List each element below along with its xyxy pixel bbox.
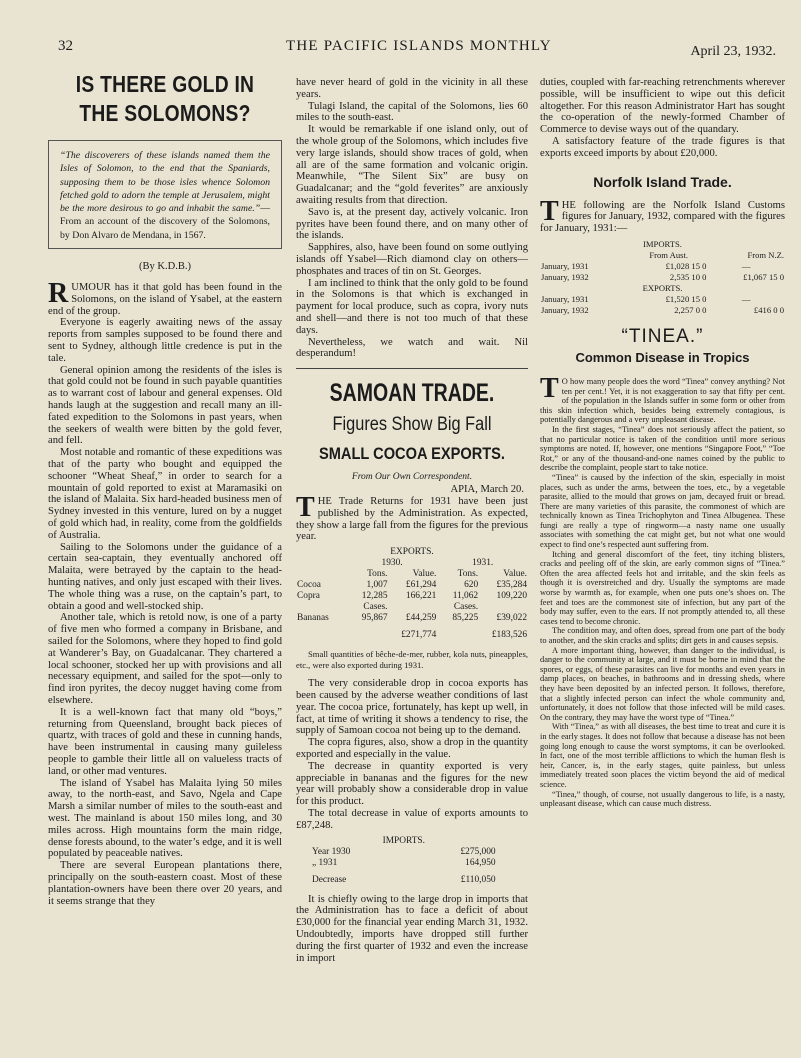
paragraph: With “Tinea,” as with all diseases, the best time to treat and cure it is in the early stages. It does not follow that because a disease has not been going long enough to cause the worst symptoms, it can be overlooked. In fact, one of the most terrible afflictions to which the human flesh is heir, Cancer, is, in the early stages, quite painless, but unless immediately treated soon places the victim beyond the aid of medical science. [540,722,785,789]
table-row [296,613,528,624]
paragraph: Sailing to the Solomons under the guidance of a certain sea-captain, they eventually anchored off Malaita, were betrayed by the captain to the head-hunting natives, and only just escaped with their lives. The whole thing was a ruse, on the captain’s part, to obtain a good and well-stocked ship. [48,541,282,612]
year-header: 1931. [472,558,494,569]
correspondent-line: From Our Own Correspondent. [351,472,473,483]
table-row [540,294,785,305]
cell: Year 1930 [312,846,351,857]
samoan-article-continued [540,77,785,160]
samoan-article-body-2 [296,678,528,831]
paragraph: have never heard of gold in the vicinity in all these years. [296,77,528,100]
table-row [311,858,497,869]
paragraph: Savo is, at the present day, actively volcanic. Iron pyrites have been found there, and on many other of the islands. [296,206,528,242]
paragraph: The total decrease in value of exports amounts to £87,248. [296,808,528,831]
tinea-subtitle: Common Disease in Tropics [575,349,750,365]
gold-article-title: IS THERE GOLD IN THE SOLOMONS? [75,71,255,126]
cell: „ 1931 [312,857,338,868]
paragraph: A more important thing, however, than danger to the individual, is danger to the community at large, and it must be borne in mind that the spores, or eggs, of these parasites can live for months and even years in damp places, on beaches, in bathrooms and in dressing sheds, where they have been deposited by an infected person. It follows, therefore, that a slightly infected person can infect the whole community and, unfortunately, it does not follow that those infected will be mild cases. On the contrary, they may have the worst type of “Tinea.” [540,645,785,722]
paragraph: “Tinea,” though, of course, not usually dangerous to life, is a nasty, unpleasant disease, which can cause much distress. [540,789,785,809]
imports-table [311,836,497,886]
col-header: From N.Z. [747,249,784,260]
paragraph: It is a well-known fact that many old “boys,” returning from Queensland, brought back pieces of quartz, with traces of gold and these in cunning hands, have been instrumental in causing many guileless people to gamble their little all on valueless tracts of land, or other mad ventures. [48,706,282,777]
drop-cap: T [296,491,315,523]
drop-cap: R [48,278,69,310]
cell: 12,285 [361,591,388,602]
table-row [540,305,785,316]
cell: £61,294 [405,580,437,591]
epigraph-source: —From an account of the discovery of the Solomons, by Don Alvaro de Mendana, in 1567. [60,203,270,241]
paragraph: There are several European plantations there, principally on the south-eastern coast. Most of these plantation-owners have been there over 20 years, and it seems strange that they [48,860,282,907]
issue-date: April 23, 1932. [690,44,776,59]
table-title: IMPORTS. [643,238,682,249]
table-row [311,869,497,886]
paragraph: Itching and general discomfort of the feet, tiny itching blisters, cracks and peeling off of the skin, are early common signs of “Tinea.” Often the area affected feels hot and irritable, and the skin feels as though it is overstretched and dry. Usually the symptoms are made worse by warmth as, for example, when one puts one’s shoes on. The feet and toes are the commonest site of infection, but any part of the body may suffer, even to the ears. If not promptly attended to, all these cases tend to become chronic. [540,549,785,626]
column-3 [540,77,785,1055]
gold-byline: (By K.D.B.) [139,261,191,273]
column-1 [48,70,282,1055]
samoan-headline: SMALL COCOA EXPORTS. [318,444,506,464]
cell: 109,220 [496,591,527,602]
exports-table [296,547,528,641]
cell: 2,535 10 0 [669,271,707,282]
paragraph: The very considerable drop in cocoa exports has been caused by the adverse weather conditions of last year. The cocoa price, fortunately, has kept up well, in fact, at time of writing it shows a tendency to rise, the supply of Samoan cocoa not being up to the demand. [296,678,528,737]
paragraph: General opinion among the residents of the isles is that gold could not be found in such payable quantities as to warrant cost of labour and general expenses. Old hands laugh at the suggestion and recall many an ill-fated expedition to the Solomons in past years, when the seekers of wealth were bitten by the gold fever, and fell. [48,364,282,447]
gold-article-continued [296,77,528,360]
paragraph: Sapphires, also, have been found on some outlying islands off Ysabel—Rich diamond clay on others—phosphates and traces of tin on St. Georges. [296,242,528,277]
norfolk-article-title: Norfolk Island Trade. [593,173,732,190]
col-header: Value. [412,569,437,580]
table-title: IMPORTS. [382,835,425,846]
cell: January, 1932 [541,271,589,282]
table-row [296,591,528,602]
total-cell: £271,774 [401,630,437,641]
table-title: EXPORTS. [390,547,434,558]
tinea-article-body [540,372,785,809]
paragraph: I am inclined to think that the only gold to be found in the Solomons is that which is exchanged in payment for local produce, such as copra, ivory nuts and shell—and there is not too much of that these days. [296,277,528,336]
table-row [540,272,785,283]
paragraph: A satisfactory feature of the trade figures is that exports exceed imports by about £20,000. [540,135,785,159]
cell: 166,221 [405,591,437,602]
drop-cap: T [540,372,559,404]
table-title: EXPORTS. [642,282,683,293]
paragraph: It would be remarkable if one island only, out of the whole group of the Solomons, which includes five very large islands, should show traces of gold, when all are of the same formation and volcanic origin. Meanwhile, “The Silent Six” are busy on Guadalcanar; and the “gold feverites” are anxiously awaiting results from that direction. [296,124,528,206]
year-header: 1930. [381,558,403,569]
paragraph: Most notable and romantic of these expeditions was that of the party who bought and equipped the schooner “Wheat Sheaf,” in order to search for a mountain of gold reported to exist at Maramasiki on the island of Malaita. Six hard-headed business men of Sydney invested in this venture, lured on by a nugget of gold which had, in reality, come from the goldfields of Australia. [48,447,282,541]
cell: 1,007 [366,580,388,591]
cell: Cocoa [297,580,321,591]
paragraph: HE following are the Norfolk Island Customs figures for January, 1932, compared with the figures for January, 1931:— [540,199,785,235]
paragraph: “Tinea” is caused by the infection of the skin, especially in moist places, such as under the arms, between the toes, etc., by a vegetable parasite, allied to the mould that grows on jam, decayed fruit or bread. There are many varieties of this parasite, the commonest of which are technically known as Tinea Trichophyton and Tinea Albugenea. These fungi are really a type of ringworm—a nasty name one usually associates with something the cat might get, but not what one would expect to find one’s respected aunt suffering from. [540,472,785,550]
cell: £1,067 15 0 [743,271,784,282]
cell: 164,950 [465,857,496,868]
paragraph: The copra figures, also, show a drop in the quantity exported and especially in the value. [296,737,528,761]
divider [296,368,528,369]
paragraph: Nevertheless, we watch and wait. Nil desperandum! [296,336,528,360]
cell: — [741,260,751,271]
magazine-title: THE PACIFIC ISLANDS MONTHLY [286,38,552,54]
drop-cap: T [540,195,559,227]
col-header: Tons. [457,569,479,580]
gold-article-body [48,278,282,907]
cell: 620 [464,580,479,591]
table-row [311,847,497,858]
norfolk-article-body [540,195,785,235]
col-header: From Aust. [649,249,689,260]
paragraph: duties, coupled with far-reaching retrenchments wherever possible, will be insufficient to wipe out this deficit altogether. For this reason Administrator Hart has sought the co-operation of the newly-formed Chamber of Commerce to devise ways out of the quandary. [540,77,785,136]
paragraph: Another tale, which is retold now, is one of a party of five men who formed a company in Brisbane, and sailed for the Solomons, where they hoped to find gold at Wanderer’s Bay, on Guadalcanar. They chartered a local schooner, stocked her up with provisions and all necessary equipment, and sailed for the spot—only to find iron pyrites, the decoy nugget having come from elsewhere. [48,612,282,706]
paragraph: Everyone is eagerly awaiting news of the assay reports from samples supposed to be found there and sent to Sydney, although little credence is put in the tale. [48,317,282,364]
total-cell: £183,526 [491,630,527,641]
column-2 [296,77,528,1055]
cell: £1,520 15 0 [665,293,707,304]
norfolk-table [540,239,785,316]
cell: 11,062 [452,591,479,602]
cell: £35,284 [496,580,527,591]
epigraph-quote: “The discoverers of these islands named them the Isles of Solomon, to the end that the Spaniards, supposing them to be those isles whence Solomon fetched gold to adorn the temple at Jerusalem, might be the more desirous to go and inhabit the same.” [60,150,270,215]
cell: £275,000 [460,846,496,857]
cell: 95,867 [361,613,388,624]
cell: — [741,293,751,304]
paragraph: HE Trade Returns for 1931 have been just published by the Administration. As expected, they show a large fall from the figures for the previous year. [296,495,528,543]
paragraph: The decrease in quantity exported is very appreciable in bananas and the figures for the new year will probably show a considerable drop in value for this product. [296,760,528,808]
cell: 2,257 0 0 [674,304,707,315]
paragraph: Tulagi Island, the capital of the Solomons, lies 60 miles to the south-east. [296,100,528,124]
col-header: Value. [503,569,527,580]
cell: Decrease [312,874,347,885]
dateline: APIA, March 20. [450,484,524,496]
cell: Bananas [297,613,329,624]
table-row [540,261,785,272]
gold-epigraph [48,140,282,249]
samoan-article-body-3 [296,894,528,965]
cell: January, 1932 [541,304,589,315]
table-row [296,580,528,591]
samoan-subtitle: Figures Show Big Fall [332,414,492,436]
paragraph: The condition may, and often does, spread from one part of the body to another, and the skin cracks and splits; dirt gets in and causes sepsis. [540,626,785,645]
cell: £416 0 0 [753,304,784,315]
page-number: 32 [58,38,73,54]
cell: £110,050 [460,874,496,885]
col-header: Tons. [367,569,388,580]
page-header [58,38,780,62]
cell: Copra [297,591,320,602]
paragraph: In the first stages, “Tinea” does not seriously affect the patient, so that no particular notice is taken of the condition until more serious symptoms are noted. If, however, one mentions “Singapore Foot,” “Toe Rot,” or any of the thousand-and-one names coined by the public to describe the complaint, people start to take notice. [540,424,785,473]
paragraph: It is chiefly owing to the large drop in imports that the Administration has to face a deficit of about £30,000 for the financial year ending March 31, 1932. Undoubtedly, imports have dropped still further during the first quarter of 1932 and even the increase in import [296,893,528,964]
col-header: Cases. [453,602,479,613]
tinea-article-title: “TINEA.” [621,325,704,347]
exports-note: Small quantities of bêche-de-mer, rubber, kola nuts, pineapples, etc., were also exported during 1931. [296,649,528,670]
col-header: Cases. [363,602,388,613]
samoan-article-body [296,491,528,543]
cell: January, 1931 [541,260,589,271]
samoan-article-title: SAMOAN TRADE. [329,379,495,408]
cell: January, 1931 [541,293,589,304]
cell: 85,225 [452,613,479,624]
cell: £1,028 15 0 [665,260,707,271]
cell: £39,022 [496,613,527,624]
paragraph: The island of Ysabel has Malaita lying 50 miles away, to the north-east, and Savo, Ngela and Cape Marsh a similar number of miles to the south-east and west. The mainland is about 150 miles long, and 30 miles across. High mountains form the main ridge, dense forests abound, to the water’s edge, and it is well populated by peaceable natives. [48,777,282,860]
paragraph: O how many people does the word “Tinea” convey anything? Not ten per cent.! Yet, it is not exaggeration to say that fifty per cent. of the population in the Islands suffer in some form or other from this skin infection which, besides being extremely contagious, is potentially dangerous and a very unpleasant disease. [540,376,785,425]
paragraph: UMOUR has it that gold has been found in the Solomons, on the island of Ysabel, at the eastern end of the group. [48,282,282,317]
cell: £44,259 [405,613,437,624]
